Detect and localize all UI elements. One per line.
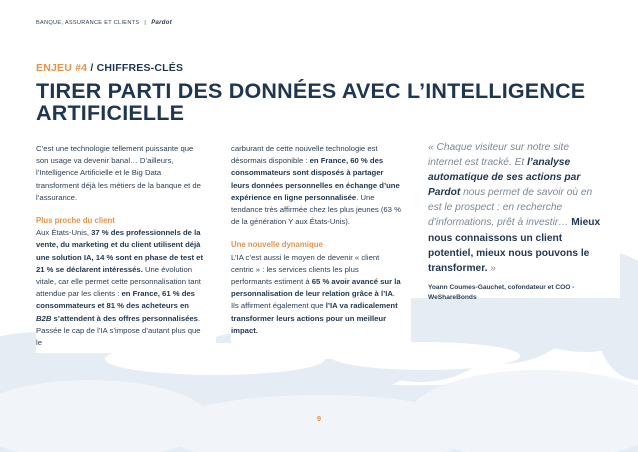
stat-highlight: en France, 61 % des consommateurs et 81 % des acheteurs en: [36, 289, 195, 311]
stat-highlight: en France, 60 % des consommateurs sont disposés à partager leurs données personnelles en échange d’une expérience en ligne personnalisée: [231, 156, 400, 202]
kicker-number: ENJEU #4: [36, 62, 88, 74]
paragraph-closer-to-client: [36, 227, 204, 349]
pull-quote: [428, 140, 604, 276]
column-left: [36, 143, 204, 349]
paragraph-new-dynamic: [231, 252, 401, 337]
quote-text: « Chaque visiteur sur notre site internet est tracké. Et: [428, 142, 569, 169]
intro-paragraph: C’est une technologie tellement puissante que son usage va devenir banal… D’ailleurs, l’Intelligence Artificielle et le Big Data transforment déjà les métiers de la banque et de l’assurance.: [36, 144, 201, 202]
paragraph-data-availability: [231, 143, 401, 228]
header-separator: |: [144, 20, 147, 26]
text-span: L’IA c’est aussi le moyen de devenir « client centric » : les services clients les plus performants estiment à: [231, 252, 380, 287]
text-span: . Ils affirment également que: [231, 289, 396, 311]
quote-attribution: Yoann Coumes-Gauchet, cofondateur et COO - WeShareBonds: [428, 284, 575, 301]
stat-highlight: 65 % avoir avancé sur la personnalisation de leur relation grâce à l’IA: [231, 277, 401, 299]
text-span: Aux États-Unis,: [36, 228, 92, 238]
text-span: . Passée le cap de l’IA s’impose d’autant plus que le: [36, 313, 201, 348]
text-span: Une évolution vitale, car elle permet cette personnalisation tant attendue par les clients :: [36, 264, 201, 299]
page-title: TIRER PARTI DES DONNÉES AVEC L’INTELLIGENCE ARTIFICIELLE: [36, 79, 586, 125]
quote-emphasis: Mieux nous connaissons un client potentiel, mieux nous pouvons le transformer.: [428, 217, 601, 274]
section-kicker: [36, 62, 183, 74]
stat-highlight: l’IA va radicalement transformer leurs actions pour un meilleur impact.: [231, 301, 398, 335]
brand-logo: Pardot: [151, 20, 172, 26]
stat-highlight-italic: B2B: [36, 313, 52, 323]
quote-text: nous permet de savoir où en est le prospect : en recherche d’informations, prêt à investir…: [428, 187, 593, 229]
stat-highlight: s’attendent à des offres personnalisées: [51, 313, 198, 323]
text-span: carburant de cette nouvelle technologie est désormais disponible :: [231, 144, 378, 166]
subheading-closer-to-client: Plus proche du client: [36, 216, 115, 226]
section-label: BANQUE, ASSURANCE ET CLIENTS: [36, 20, 140, 26]
quote-emphasis: l’analyse automatique de ses actions par Pardot: [428, 157, 581, 199]
subheading-new-dynamic: Une nouvelle dynamique: [231, 240, 323, 250]
running-header: [36, 20, 172, 26]
page-number: 9: [316, 414, 322, 423]
text-span: . Une tendance très affirmée chez les plus jeunes (63 % de la génération Y aux États-Unis).: [231, 192, 401, 227]
kicker-label: / CHIFFRES-CLÉS: [87, 62, 184, 74]
column-middle: [231, 143, 401, 337]
quote-close: »: [487, 262, 496, 274]
stat-highlight: 37 % des professionnels de la vente, du marketing et du client utilisent déjà une solution IA, 14 % sont en phase de test et 21 % se déclarent intéressés.: [36, 228, 204, 274]
